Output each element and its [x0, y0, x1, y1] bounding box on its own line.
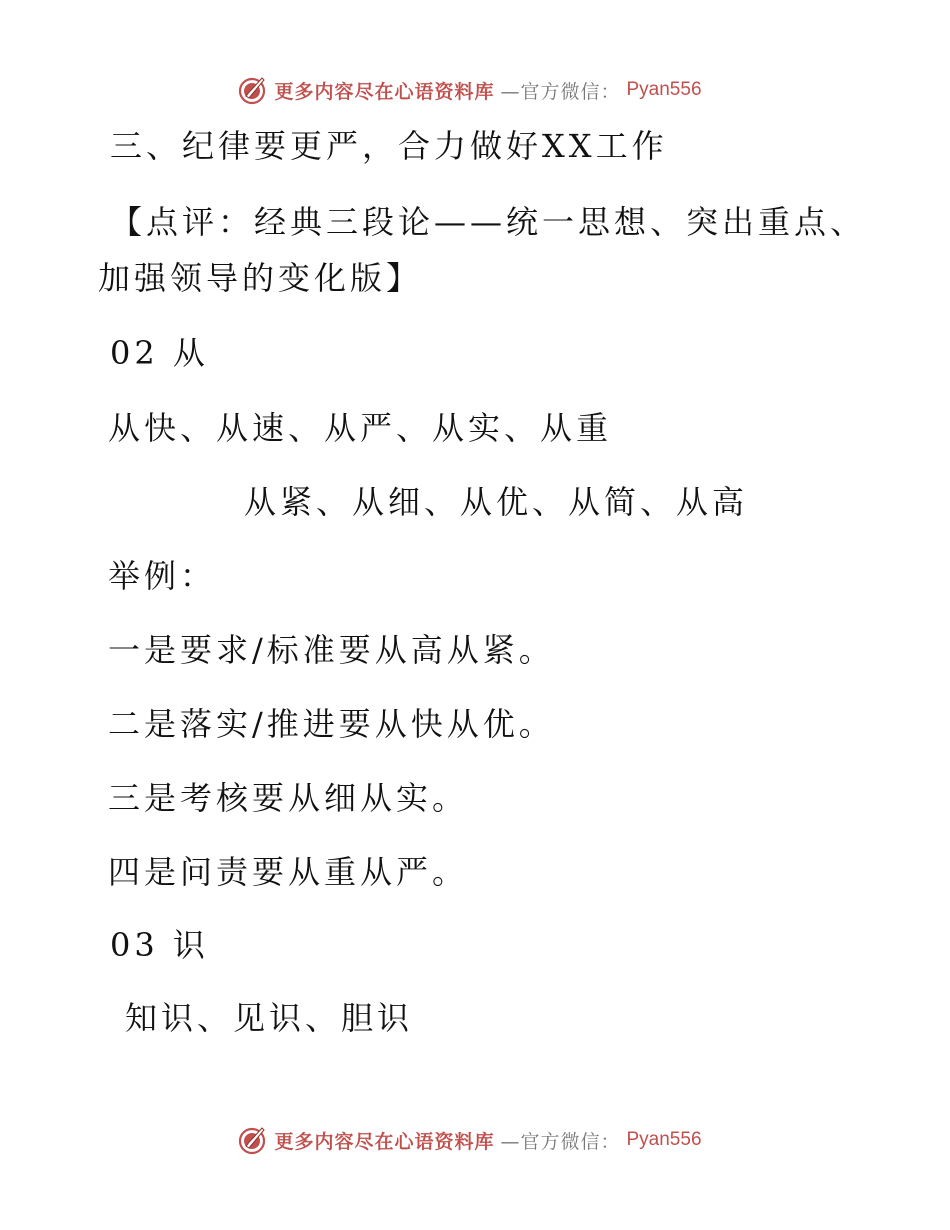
header-watermark-account: Pyan556 — [626, 79, 702, 100]
example-item-3: 三是考核要从细从实。 — [108, 779, 469, 817]
header-watermark-text: 更多内容尽在心语资料库 — [274, 80, 495, 103]
footer-watermark-inner — [236, 1124, 701, 1156]
header-watermark-inner — [236, 74, 701, 106]
section-03-title: 03 识 — [110, 926, 209, 964]
footer-watermark-text: 更多内容尽在心语资料库 — [274, 1130, 495, 1153]
cong-row-2: 从紧、从细、从优、从简、从高 — [244, 483, 749, 521]
section-02-title: 02 从 — [110, 334, 209, 372]
heading-three: 三、纪律要更严，合力做好XX工作 — [110, 127, 668, 165]
example-item-2: 二是落实/推进要从快从优。 — [108, 705, 555, 743]
cong-row-1: 从快、从速、从严、从实、从重 — [108, 409, 613, 447]
example-item-1: 一是要求/标准要从高从紧。 — [108, 631, 555, 669]
footer-watermark-account: Pyan556 — [626, 1129, 702, 1150]
comment-line-2: 加强领导的变化版】 — [98, 259, 423, 297]
header-watermark — [0, 70, 950, 110]
footer-watermark — [0, 1120, 950, 1160]
comment-line-1: 【点评：经典三段论——统一思想、突出重点、 — [110, 203, 867, 241]
footer-watermark-separator: —官方微信： — [500, 1130, 621, 1153]
quill-seal-icon — [236, 74, 268, 106]
quill-seal-icon — [236, 1124, 268, 1156]
header-watermark-separator: —官方微信： — [500, 80, 621, 103]
shi-row: 知识、见识、胆识 — [125, 999, 414, 1037]
example-item-4: 四是问责要从重从严。 — [108, 853, 469, 891]
example-label: 举例： — [108, 557, 217, 595]
